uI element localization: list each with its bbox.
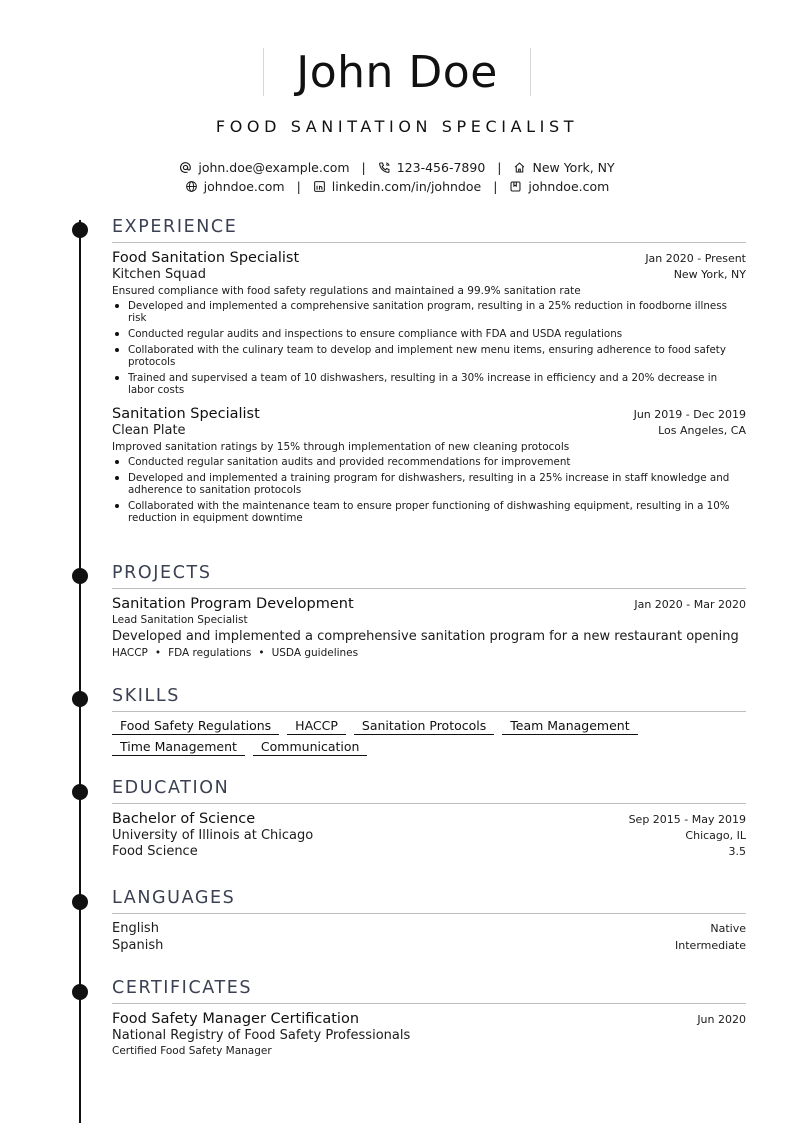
list-item: Developed and implemented a training program for dishwashers, resulting in a 25% increase in staff knowledge and adherence to sanitation protocols	[112, 472, 746, 496]
contact-row-2	[0, 178, 794, 194]
section-divider	[112, 588, 746, 589]
contact-separator: |	[361, 160, 366, 175]
contact-row-1	[0, 159, 794, 175]
certificate-issuer: National Registry of Food Safety Professionals	[112, 1028, 411, 1043]
list-item: Developed and implemented a comprehensive sanitation program, resulting in a 25% reduction in foodborne illness risk	[112, 300, 746, 324]
job-title: FOOD SANITATION SPECIALIST	[215, 117, 579, 136]
languages-list	[112, 921, 746, 953]
certificate-name: Food Safety Manager Certification	[112, 1011, 360, 1027]
portfolio-text: johndoe.com	[528, 179, 610, 194]
timeline-dot-certificates	[72, 984, 88, 1000]
globe-icon	[185, 180, 198, 193]
contact-email[interactable]	[179, 160, 349, 175]
section-divider	[112, 711, 746, 712]
language-name: English	[112, 921, 159, 936]
linkedin-icon	[313, 180, 326, 193]
list-item: Conducted regular audits and inspections to ensure compliance with FDA and USDA regulations	[112, 328, 746, 340]
contact-portfolio[interactable]	[509, 179, 609, 194]
education-location: Chicago, IL	[685, 829, 746, 842]
contact-linkedin[interactable]	[313, 179, 481, 194]
project-date: Jan 2020 - Mar 2020	[634, 598, 746, 611]
phone-text: 123-456-7890	[396, 160, 486, 175]
experience-company: Kitchen Squad	[112, 267, 206, 282]
language-row	[112, 938, 746, 953]
contact-location	[513, 160, 614, 175]
linkedin-text: linkedin.com/in/johndoe	[331, 179, 482, 194]
languages-section	[112, 887, 746, 953]
experience-title: Food Sanitation Specialist	[112, 250, 300, 266]
skills-section	[112, 685, 746, 760]
experience-section	[112, 216, 746, 528]
education-section	[112, 777, 746, 859]
contact-phone[interactable]	[378, 160, 486, 175]
experience-location: Los Angeles, CA	[658, 424, 746, 437]
section-divider	[112, 242, 746, 243]
language-name: Spanish	[112, 938, 164, 953]
timeline-dot-languages	[72, 894, 88, 910]
list-item: Collaborated with the maintenance team to ensure proper functioning of dishwashing equipment, resulting in a 10% reduction in equipment downtime	[112, 500, 746, 524]
language-level: Native	[710, 922, 746, 935]
website-text: johndoe.com	[203, 179, 285, 194]
experience-entry	[112, 406, 746, 524]
phone-icon	[378, 161, 391, 174]
timeline-dot-skills	[72, 691, 88, 707]
skill-tag: Time Management	[112, 739, 245, 756]
project-entry	[112, 596, 746, 659]
skill-tag: Sanitation Protocols	[354, 718, 494, 735]
section-heading: SKILLS	[112, 686, 180, 706]
list-item: Trained and supervised a team of 10 dishwashers, resulting in a 30% increase in efficiency and a 20% decrease in labor costs	[112, 372, 746, 396]
education-field: Food Science	[112, 844, 198, 859]
location-text: New York, NY	[532, 160, 615, 175]
project-tags	[112, 647, 746, 659]
project-title: Sanitation Program Development	[112, 596, 354, 612]
experience-bullets	[112, 456, 746, 524]
tag-separator: •	[258, 647, 265, 659]
contact-separator: |	[493, 179, 498, 194]
experience-entry	[112, 250, 746, 396]
portfolio-icon	[509, 180, 522, 193]
skill-tag: HACCP	[287, 718, 346, 735]
section-heading: LANGUAGES	[112, 888, 236, 908]
language-row	[112, 921, 746, 936]
candidate-name: John Doe	[296, 46, 498, 98]
experience-company: Clean Plate	[112, 423, 186, 438]
timeline-dot-education	[72, 784, 88, 800]
email-text: john.doe@example.com	[198, 160, 350, 175]
certificate-date: Jun 2020	[697, 1013, 746, 1026]
education-gpa: 3.5	[728, 845, 746, 858]
language-level: Intermediate	[675, 939, 746, 952]
name-block	[263, 48, 531, 96]
timeline-dot-experience	[72, 222, 88, 238]
experience-title: Sanitation Specialist	[112, 406, 260, 422]
certificate-description: Certified Food Safety Manager	[112, 1045, 272, 1057]
list-item: Conducted regular sanitation audits and provided recommendations for improvement	[112, 456, 746, 468]
project-tag: FDA regulations	[168, 647, 252, 659]
project-tag: HACCP	[112, 647, 148, 659]
at-icon	[179, 161, 192, 174]
section-heading: EDUCATION	[112, 778, 230, 798]
contact-separator: |	[497, 160, 502, 175]
section-divider	[112, 1003, 746, 1004]
section-heading: PROJECTS	[112, 563, 212, 583]
project-role: Lead Sanitation Specialist	[112, 614, 248, 626]
experience-date: Jun 2019 - Dec 2019	[633, 408, 746, 421]
contact-website[interactable]	[185, 179, 285, 194]
experience-location: New York, NY	[673, 268, 746, 281]
skills-list	[112, 718, 672, 760]
education-entry	[112, 811, 746, 859]
section-heading: EXPERIENCE	[112, 217, 238, 237]
education-degree: Bachelor of Science	[112, 811, 256, 827]
section-heading: CERTIFICATES	[112, 978, 253, 998]
list-item: Collaborated with the culinary team to develop and implement new menu items, ensuring adherence to food safety protocols	[112, 344, 746, 368]
certificate-entry	[112, 1011, 746, 1058]
section-divider	[112, 913, 746, 914]
certificates-section	[112, 977, 746, 1058]
skill-tag: Food Safety Regulations	[112, 718, 279, 735]
experience-bullets	[112, 300, 746, 396]
project-description: Developed and implemented a comprehensive sanitation program for a new restaurant opening	[112, 629, 739, 644]
home-icon	[513, 161, 526, 174]
experience-date: Jan 2020 - Present	[645, 252, 746, 265]
skill-tag: Team Management	[502, 718, 637, 735]
skill-tag: Communication	[253, 739, 368, 756]
contact-separator: |	[296, 179, 301, 194]
project-tag: USDA guidelines	[271, 647, 359, 659]
education-school: University of Illinois at Chicago	[112, 828, 314, 843]
timeline-dot-projects	[72, 568, 88, 584]
section-divider	[112, 803, 746, 804]
tag-separator: •	[154, 647, 162, 659]
experience-summary: Ensured compliance with food safety regulations and maintained a 99.9% sanitation rate	[112, 285, 581, 297]
experience-summary: Improved sanitation ratings by 15% through implementation of new cleaning protocols	[112, 441, 570, 453]
education-date: Sep 2015 - May 2019	[628, 813, 746, 826]
projects-section	[112, 562, 746, 659]
